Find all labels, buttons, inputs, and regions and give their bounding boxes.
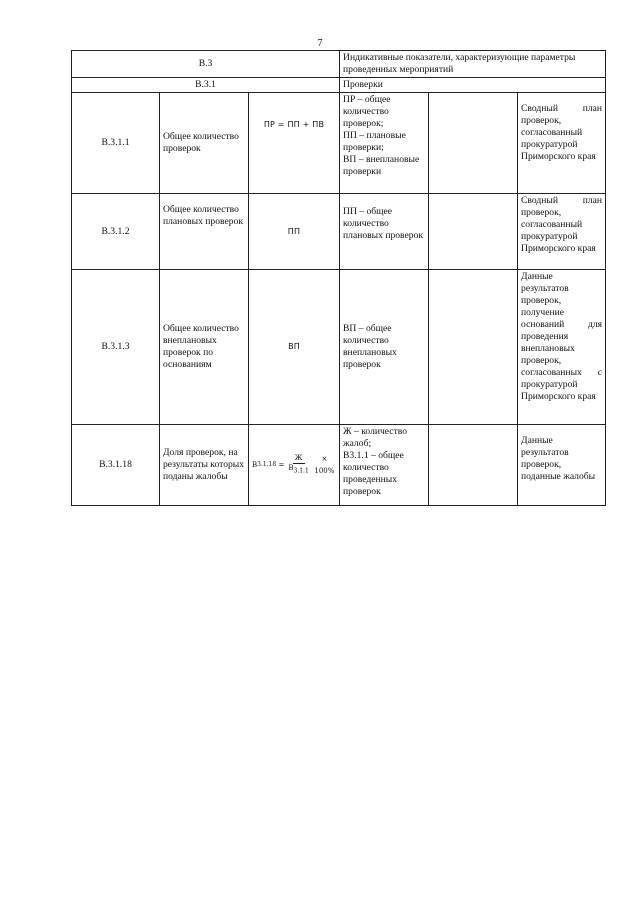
- section-code: В.3: [72, 51, 340, 78]
- indicator-code: В.3.1.1: [72, 93, 160, 194]
- legend-line: ВП – внеплановые проверки: [343, 154, 420, 177]
- legend-line: ПР – общее количество проверок;: [343, 94, 391, 129]
- table-row: [72, 93, 606, 194]
- section-header-row: [72, 51, 606, 78]
- subsection-title: Проверки: [340, 78, 606, 93]
- fraction-formula: В 3.1.18 = $\frac{Ж}{В_{3.1.1}}$ × 100%: [252, 454, 335, 475]
- empty-cell: [429, 270, 518, 425]
- indicator-legend: [340, 425, 429, 506]
- legend-line: В3.1.1 – общее количество проведенных проверок: [343, 450, 404, 497]
- page-number: 7: [317, 38, 323, 49]
- indicator-name: Доля проверок, на результаты которых поданы жалобы: [160, 425, 249, 506]
- legend-line: ПП – плановые проверки;: [343, 130, 406, 153]
- indicator-table: [71, 50, 606, 506]
- table-row: [72, 425, 606, 506]
- indicator-formula: ПП: [249, 194, 340, 270]
- indicator-code: В.3.1.2: [72, 194, 160, 270]
- empty-cell: [429, 425, 518, 506]
- indicator-legend: [340, 270, 429, 425]
- indicator-source: Сводный план проверок, согласованный прокуратурой Приморского края: [518, 194, 606, 270]
- table-row: [72, 194, 606, 270]
- subsection-code: В.3.1: [72, 78, 340, 93]
- legend-line: Ж – количество жалоб;: [343, 426, 408, 449]
- empty-cell: [429, 194, 518, 270]
- indicator-source: Данные результатов проверок, получение оснований для проведения внеплановых проверок, согласованных с прокуратурой Приморского края: [518, 270, 606, 425]
- indicator-legend: [340, 93, 429, 194]
- indicator-name: Общее количество проверок: [160, 93, 249, 194]
- table-row: [72, 270, 606, 425]
- indicator-code: В.3.1.3: [72, 270, 160, 425]
- indicator-source: Данные результатов проверок, поданные жалобы: [518, 425, 606, 506]
- indicator-formula: ПР = ПП + ПВ: [249, 93, 340, 194]
- section-title: Индикативные показатели, характеризующие параметры проведенных мероприятий: [340, 51, 606, 78]
- subsection-header-row: [72, 78, 606, 93]
- legend-line: ПП – общее количество плановых проверок: [343, 206, 424, 241]
- indicator-formula: [249, 425, 340, 506]
- legend-line: ВП – общее количество внеплановых проверок: [343, 323, 397, 370]
- empty-cell: [429, 93, 518, 194]
- indicator-source: Сводный план проверок, согласованный прокуратурой Приморского края: [518, 93, 606, 194]
- indicator-name: Общее количество плановых проверок: [160, 194, 249, 270]
- indicator-formula: ВП: [249, 270, 340, 425]
- indicator-name: Общее количество внеплановых проверок по основаниям: [160, 270, 249, 425]
- indicator-legend: [340, 194, 429, 270]
- indicator-code: В.3.1.18: [72, 425, 160, 506]
